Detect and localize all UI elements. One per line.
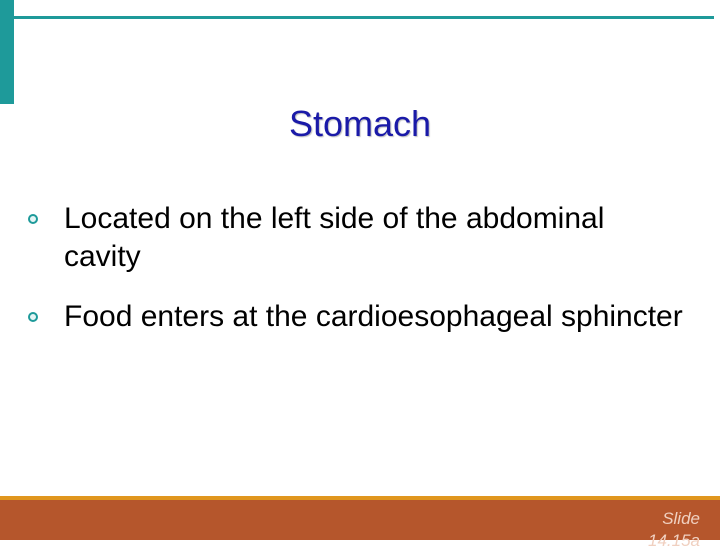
bullet-list [28,200,688,358]
top-accent-rule [14,16,714,19]
slide-number-label: Slide 14.15a [648,509,700,550]
bullet-item [28,298,688,336]
left-accent-bar [0,0,14,104]
slide-title: Stomach [288,103,432,144]
bullet-text: Food enters at the cardioesophageal sphincter [64,300,683,333]
bullet-text: Located on the left side of the abdominal cavity [64,202,605,273]
bullet-dot-icon [28,214,38,224]
bullet-dot-icon [28,312,38,322]
footer-band [0,500,720,550]
bullet-item [28,200,688,276]
